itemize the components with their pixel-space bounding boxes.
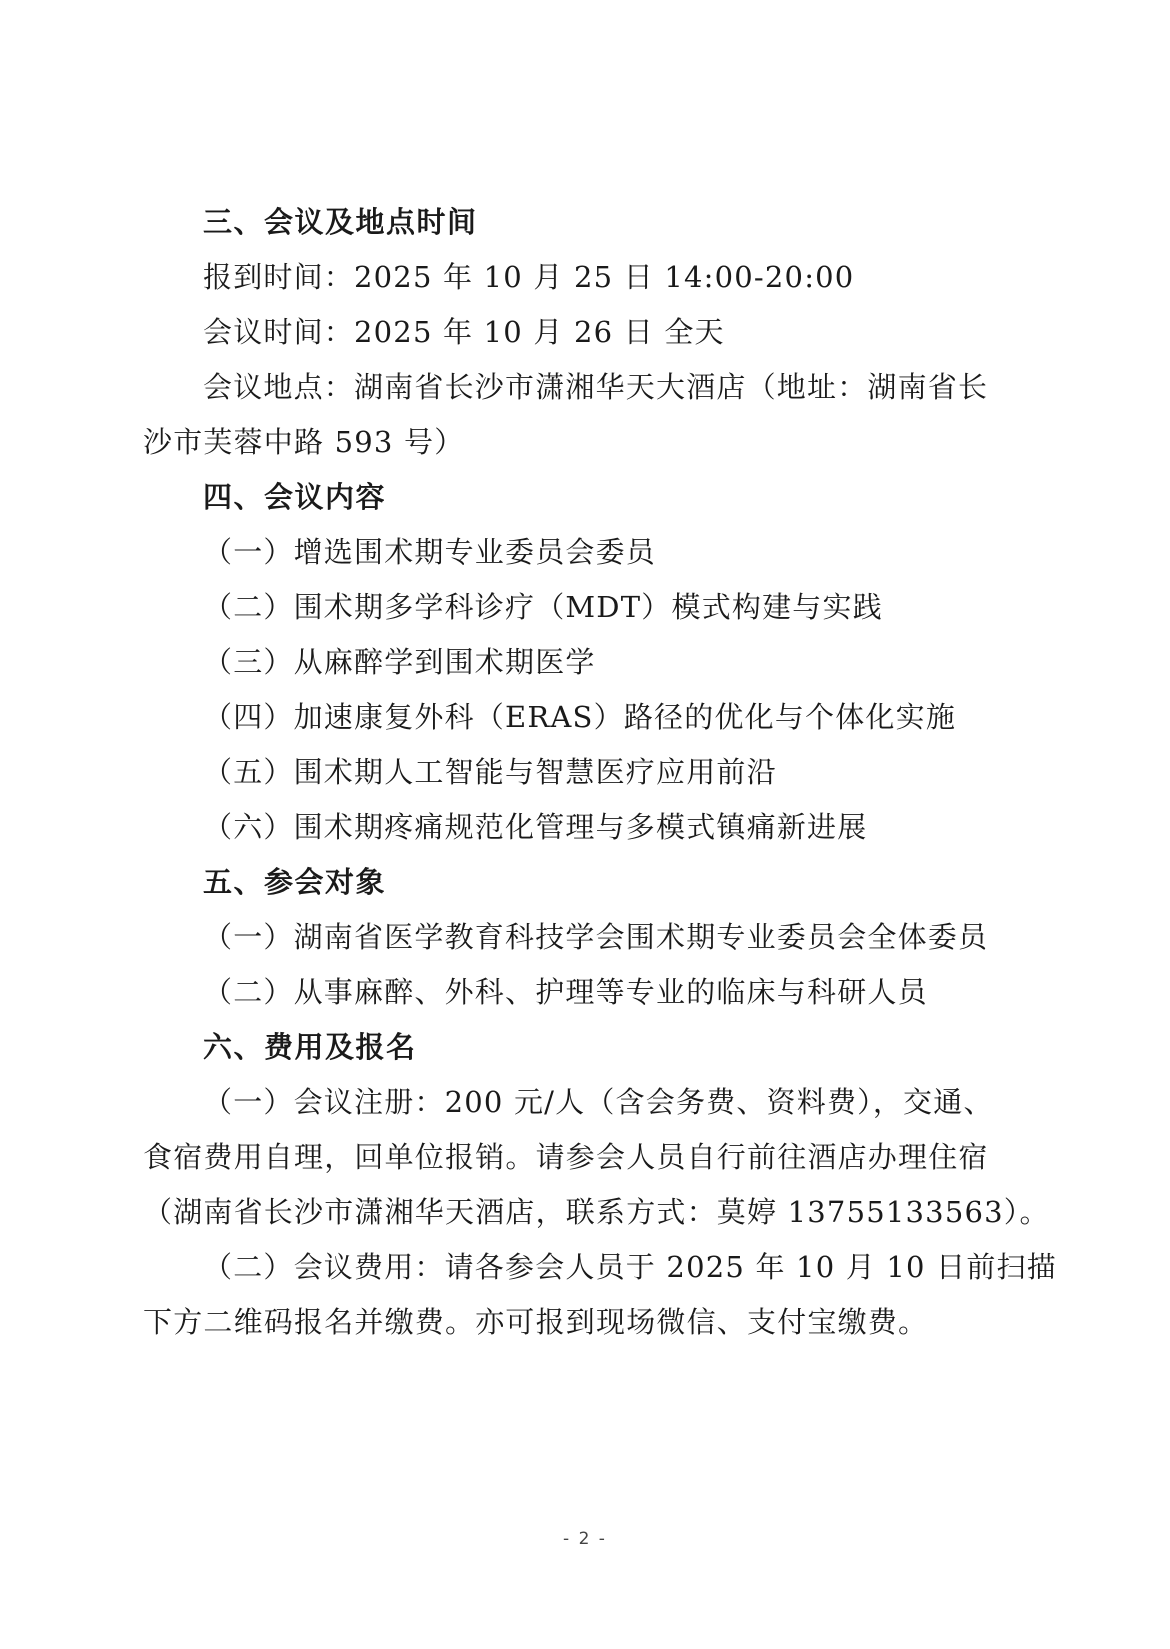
fee-paragraph-1-line-2: 食宿费用自理，回单位报销。请参会人员自行前往酒店办理住宿 [143,1140,989,1174]
meeting-time-line: 会议时间：2025 年 10 月 26 日 全天 [203,315,725,349]
content-item-3: （三）从麻醉学到围术期医学 [203,645,596,679]
attendee-item-1: （一）湖南省医学教育科技学会围术期专业委员会全体委员 [203,920,989,954]
content-item-1: （一）增选围术期专业委员会委员 [203,535,657,569]
meeting-location-continued-line: 沙市芙蓉中路 593 号） [143,425,465,459]
content-item-5: （五）围术期人工智能与智慧医疗应用前沿 [203,755,777,789]
section-heading-4: 四、会议内容 [203,480,387,514]
content-item-4: （四）加速康复外科（ERAS）路径的优化与个体化实施 [203,700,957,734]
section-heading-5: 五、参会对象 [203,865,387,899]
report-time-line: 报到时间：2025 年 10 月 25 日 14:00-20:00 [203,260,855,294]
attendee-item-2: （二）从事麻醉、外科、护理等专业的临床与科研人员 [203,975,928,1009]
fee-paragraph-1-line-1: （一）会议注册：200 元/人（含会务费、资料费），交通、 [203,1085,994,1119]
section-heading-3: 三、会议及地点时间 [203,205,478,239]
content-item-2: （二）围术期多学科诊疗（MDT）模式构建与实践 [203,590,883,624]
fee-paragraph-2-line-1: （二）会议费用：请各参会人员于 2025 年 10 月 10 日前扫描 [203,1250,1057,1284]
fee-paragraph-2-line-2: 下方二维码报名并缴费。亦可报到现场微信、支付宝缴费。 [143,1305,929,1339]
content-item-6: （六）围术期疼痛规范化管理与多模式镇痛新进展 [203,810,868,844]
page-number: - 2 - [563,1529,607,1549]
section-heading-6: 六、费用及报名 [203,1030,417,1064]
fee-paragraph-1-line-3: （湖南省长沙市潇湘华天酒店，联系方式：莫婷 13755133563）。 [143,1195,1050,1229]
meeting-location-line: 会议地点：湖南省长沙市潇湘华天大酒店（地址：湖南省长 [203,370,989,404]
